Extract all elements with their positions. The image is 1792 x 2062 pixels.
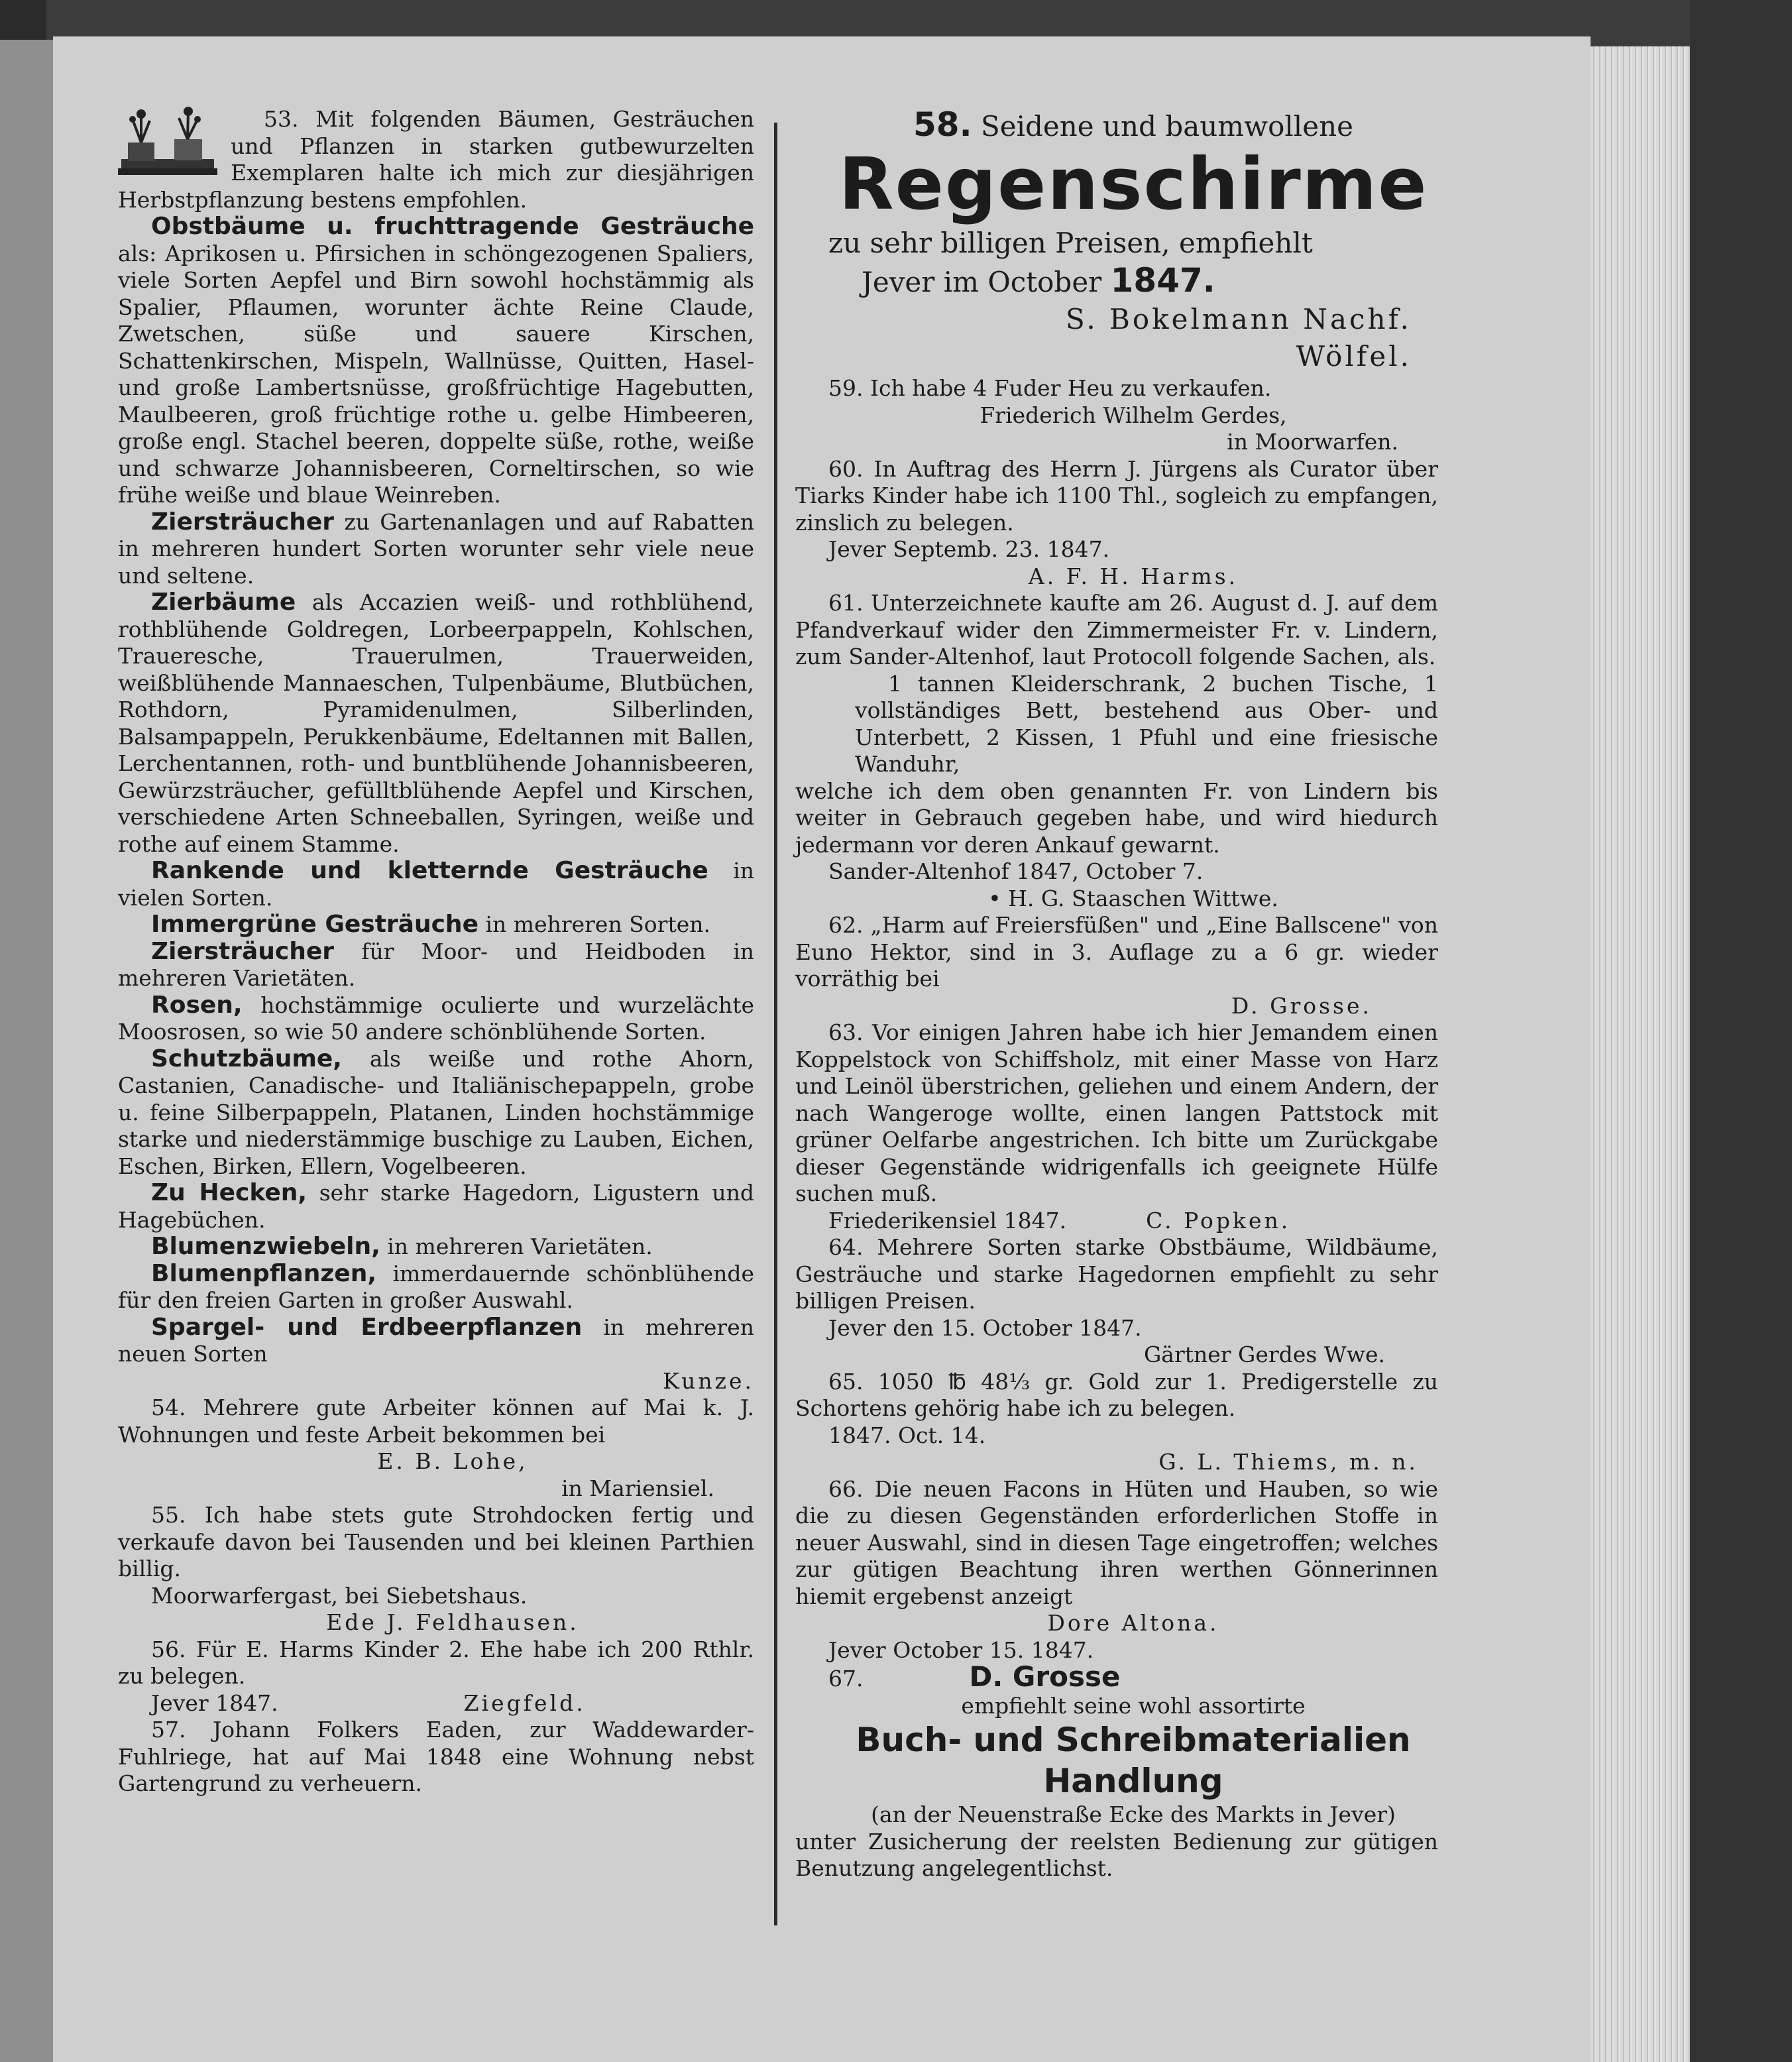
book-page-edges	[1591, 46, 1690, 2062]
place-line: Friederikensiel 1847. C. Popken.	[828, 1207, 1291, 1233]
place-line: Jever den 15. October 1847.	[828, 1314, 1142, 1341]
bookshop-heading: Buch- und Schreibmaterialien	[856, 1721, 1411, 1759]
plant-group: Blumenpflanzen, immerdauernde schönblühende für den freien Garten in großer Auswahl.	[118, 1259, 754, 1313]
advert-58	[795, 106, 1438, 375]
advert-61	[795, 590, 1438, 912]
column-rule	[774, 123, 777, 1925]
plant-group: Zu Hecken, sehr starke Hagedorn, Ligustern und Hagebüchen.	[118, 1179, 754, 1233]
advert-text: 62. „Harm auf Freiersfüßen" und „Eine Ballscene" von Euno Hektor, sind in 3. Auflage zu a 6 gr. wieder vorräthig bei	[795, 912, 1438, 992]
plant-group: Spargel- und Erdbeerpflanzen in mehreren neuen Sorten	[118, 1313, 754, 1367]
advert-67-header: 67. D. Grosse	[828, 1660, 1121, 1693]
advert-58-header: 58. Seidene und baumwollene	[913, 105, 1353, 144]
advert-54	[118, 1395, 754, 1502]
right-column	[795, 106, 1438, 1882]
plant-group: Ziersträucher zu Gartenanlagen und auf Rabatten in mehreren hundert Sorten worunter sehr viele neue und seltene.	[118, 508, 754, 589]
advert-65	[795, 1369, 1438, 1476]
advert-text: 59. Ich habe 4 Fuder Heu zu verkaufen.	[828, 375, 1272, 401]
signature: D. Grosse.	[1231, 992, 1372, 1019]
advert-text: 57. Johann Folkers Eaden, zur Waddewarder-Fuhlriege, hat auf Mai 1848 eine Wohnung nebst Gartengrund zu verheuern.	[118, 1717, 754, 1796]
plant-group: Immergrüne Gesträuche in mehreren Sorten.	[151, 911, 710, 938]
advert-64	[795, 1234, 1438, 1369]
advert-text: 55. Ich habe stets gute Strohdocken fertig und verkaufe davon bei Tausenden und bei kleinen Parthien billig.	[118, 1502, 754, 1581]
bookshop-heading: Handlung	[1043, 1762, 1223, 1800]
background-right	[1690, 0, 1792, 2062]
plant-group: Rankende und kletternde Gesträuche in vielen Sorten.	[118, 857, 754, 911]
advert-text: 65. 1050 ℔ 48⅓ gr. Gold zur 1. Predigerstelle zu Schortens gehörig habe ich zu belegen.	[795, 1368, 1438, 1421]
advert-59	[795, 375, 1438, 456]
advert-text: 54. Mehrere gute Arbeiter können auf Mai k. J. Wohnungen und feste Arbeit bekommen bei	[118, 1395, 754, 1448]
signature: Ede J. Feldhausen.	[326, 1609, 579, 1635]
advert-55	[118, 1502, 754, 1636]
advert-67-line: empfiehlt seine wohl assortirte	[961, 1692, 1306, 1719]
place-line: Moorwarfergast, bei Siebetshaus.	[151, 1582, 528, 1609]
advert-56	[118, 1636, 754, 1717]
place-line: Sander-Altenhof 1847, October 7.	[828, 858, 1204, 884]
place-line: Jever Septemb. 23. 1847.	[828, 536, 1110, 562]
advert-text: welche ich dem oben genannten Fr. von Lindern bis weiter in Gebrauch gegeben habe, und wird hiedurch jedermann vor deren Ankauf gewarnt.	[795, 777, 1438, 858]
advert-text: unter Zusicherung der reelsten Bedienung zur gütigen Benutzung angelegentlichst.	[795, 1828, 1438, 1881]
signature: A. F. H. Harms.	[1028, 563, 1239, 589]
advert-text: 56. Für E. Harms Kinder 2. Ehe habe ich 200 Rthlr. zu belegen.	[118, 1636, 754, 1689]
signature: Dore Altona.	[1047, 1610, 1219, 1636]
plant-group: Rosen, hochstämmige oculierte und wurzelächte Moosrosen, so wie 50 andere schönblühende Sorten.	[118, 991, 754, 1045]
plant-group: Blumenzwiebeln, in mehreren Varietäten.	[151, 1233, 653, 1260]
advert-text: 66. Die neuen Facons in Hüten und Hauben, so wie die zu diesen Gegenständen erforderlichen Stoffe in neuer Auswahl, sind in diesen Tage eingetroffen; welches zur gütigen Beachtung ihren werthen Gönnerinnen hiemit ergebenst anzeigt	[795, 1475, 1438, 1609]
address-line: (an der Neuenstraße Ecke des Markts in Jever)	[871, 1802, 1396, 1827]
signature: • H. G. Staaschen Wittwe.	[988, 885, 1278, 911]
advert-text: 60. In Auftrag des Herrn J. Jürgens als Curator über Tiarks Kinder habe ich 1100 Thl., sogleich zu empfangen, zinslich zu belegen.	[795, 455, 1438, 536]
place-line: Jever October 15. 1847.	[828, 1636, 1094, 1663]
advert-text: 64. Mehrere Sorten starke Obstbäume, Wildbäume, Gesträuche und starke Hagedornen empfiehlt zu sehr billigen Preisen.	[795, 1234, 1438, 1314]
advert-63	[795, 1019, 1438, 1234]
advert-53-intro: 53. Mit folgenden Bäumen, Gesträuchen und Pflanzen in starken gutbewurzelten Exemplaren halte ich mich zur diesjährigen Herbstpflanzung bestens empfohlen.	[118, 106, 754, 213]
signature: G. L. Thiems, m. n.	[1158, 1449, 1418, 1475]
advert-text: 61. Unterzeichnete kaufte am 26. August d. J. auf dem Pfandverkauf wider den Zimmermeister Fr. v. Lindern, zum Sander-Altenhof, laut Protocoll folgende Sachen, als.	[795, 590, 1438, 669]
signature: Wölfel.	[1296, 340, 1412, 372]
place-line: 1847. Oct. 14.	[828, 1422, 986, 1448]
plant-group: Ziersträucher für Moor- und Heidboden in mehreren Varietäten.	[118, 937, 754, 991]
advert-66	[795, 1476, 1438, 1664]
advert-62	[795, 912, 1438, 1019]
previous-page-edge	[0, 40, 53, 2062]
advert-text: 63. Vor einigen Jahren habe ich hier Jemandem einen Koppelstock von Schiffsholz, mit einer Masse von Harz und Leinöl überstrichen, geliehen und einem Andern, der nach Wangeroge wollte, einen langen Pattstock mit grüner Oelfarbe angestrichen. Ich bitte um Zurückgabe dieser Gegenstände widrigenfalls ich geeignete Hülfe suchen muß.	[795, 1019, 1438, 1206]
advert-58-line: zu sehr billigen Preisen, empfiehlt	[828, 227, 1313, 259]
advert-57	[118, 1717, 754, 1798]
umbrellas-heading: Regenschirme	[838, 143, 1428, 226]
plant-group: Obstbäume u. fruchttragende Gesträuche als: Aprikosen u. Pfirsichen in schöngezogenen Spaliers, viele Sorten Aepfel und Birn sowohl hochstämmig als Spalier, Pflaumen, worunter ächte Reine Claude, Zwetschen, süße und sauere Kirschen, Schattenkirschen, Mispeln, Wallnüsse, Quitten, Hasel- und große Lambertsnüsse, großfrüchtige Hagebutten, Maulbeeren, groß früchtige rothe u. gelbe Himbeeren, große engl. Stachel beeren, doppelte süße, rothe, weiße und schwarze Johannisbeeren, Corneltirschen, so wie frühe weiße und blaue Weinreben.	[118, 213, 754, 508]
signature: Gärtner Gerdes Wwe.	[1143, 1342, 1385, 1367]
item-list: 1 tannen Kleiderschrank, 2 buchen Tische, 1 vollständiges Bett, bestehend aus Ober- und Unterbett, 2 Kissen, 1 Pfuhl und eine friesische Wanduhr,	[855, 670, 1438, 777]
advert-53	[118, 106, 754, 1395]
signature-place: in Moorwarfen.	[1227, 429, 1398, 455]
advert-67	[795, 1660, 1438, 1882]
plant-pots-icon	[118, 106, 217, 179]
plant-group: Zierbäume als Accazien weiß- und rothblühend, rothblühende Goldregen, Lorbeerpappeln, Kohlschen, Traueresche, Trauerulmen, Trauerweiden, weißblühende Mannaeschen, Tulpenbäume, Blutbüchen, Rothdorn, Pyramidenulmen, Silberlinden, Balsampappeln, Perukkenbäume, Edeltannen mit Ballen, Lerchentannen, roth- und buntblühende Johannisbeeren, Gewürzsträucher, gefülltblühende Aepfel und Kirschen, verschiedene Arten Schneeballen, Syringen, weiße und rothe auf einem Stamme.	[118, 589, 754, 857]
signature-place: in Mariensiel.	[561, 1475, 714, 1501]
advert-60	[795, 456, 1438, 591]
left-column	[118, 106, 754, 1798]
signature: E. B. Lohe,	[377, 1448, 528, 1474]
signature: Friederich Wilhelm Gerdes,	[980, 402, 1287, 428]
plant-group: Schutzbäume, als weiße und rothe Ahorn, Castanien, Canadische- und Italiänischepappeln, grobe u. feine Silberpappeln, Platanen, Linden hochstämmige starke und niederstämmige buschige zu Lauben, Eichen, Eschen, Birken, Ellern, Vogelbeeren.	[118, 1045, 754, 1179]
place-line: Jever 1847. Ziegfeld.	[151, 1690, 586, 1716]
advert-58-line: Jever im October 1847.	[862, 261, 1215, 300]
signature: S. Bokelmann Nachf.	[1066, 303, 1412, 335]
signature: Kunze.	[663, 1367, 754, 1394]
